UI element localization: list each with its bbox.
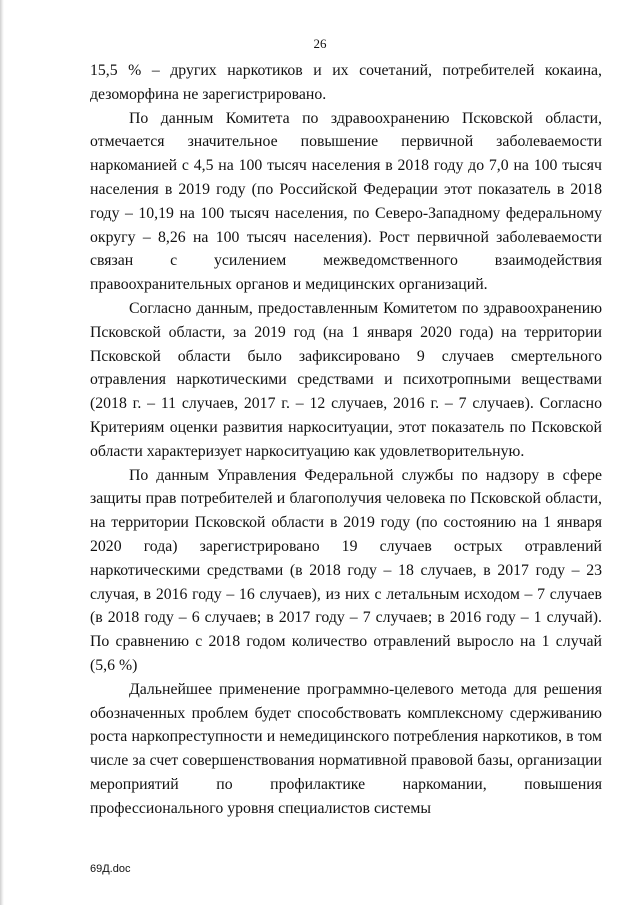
document-body bbox=[90, 59, 602, 821]
paragraph-acute-poisonings: По данным Управления Федеральной службы по надзору в сфере защиты прав потребителей и благополучия человека по Псковской области, на территории Псковской области в 2019 году (по состоянию на 1 января 2020 года) зарегистрировано 19 случаев острых отравлений наркотическими средствами (в 2018 году – 18 случаев, в 2017 году – 23 случая, в 2016 году – 16 случаев), из них с летальным исходом – 7 случаев (в 2018 году – 6 случаев; в 2017 году – 7 случаев; в 2016 году – 1 случай). По сравнению с 2018 годом количество отравлений выросло на 1 случай (5,6 %) bbox=[90, 466, 602, 674]
scan-edge bbox=[0, 0, 4, 905]
paragraph-continuation: 15,5 % – других наркотиков и их сочетаний, потребителей кокаина, дезоморфина не зарегистрировано. bbox=[90, 62, 602, 103]
paragraph-incidence: По данным Комитета по здравоохранению Псковской области, отмечается значительное повышение первичной заболеваемости наркоманией с 4,5 на 100 тысяч населения в 2018 году до 7,0 на 100 тысяч населения в 2019 году (по Российской Федерации этот показатель в 2018 году – 10,19 на 100 тысяч населения, по Северо-Западному федеральному округу – 8,26 на 100 тысяч населения). Рост первичной заболеваемости связан с усилением межведомственного взаимодействия правоохранительных органов и медицинских организаций. bbox=[90, 109, 602, 294]
footer-filename: 69Д.doc bbox=[90, 863, 131, 875]
paragraph-fatal-poisonings: Согласно данным, предоставленным Комитетом по здравоохранению Псковской области, за 2019 год (на 1 января 2020 года) на территории Псковской области было зафиксировано 9 случаев смертельного отравления наркотическими средствами и психотропными веществами (2018 г. – 11 случаев, 2017 г. – 12 случаев, 2016 г. – 7 случаев). Согласно Критериям оценки развития наркоситуации, этот показатель по Псковской области характеризует наркоситуацию как удовлетворительную. bbox=[90, 299, 602, 460]
page-number: 26 bbox=[313, 36, 327, 51]
paragraph-program-method: Дальнейшее применение программно-целевого метода для решения обозначенных проблем будет способствовать комплексному сдерживанию роста наркопреступности и немедицинского потребления наркотиков, в том числе за счет совершенствования нормативной правовой базы, организации мероприятий по профилактике наркомании, повышения профессионального уровня специалистов системы bbox=[90, 680, 602, 817]
